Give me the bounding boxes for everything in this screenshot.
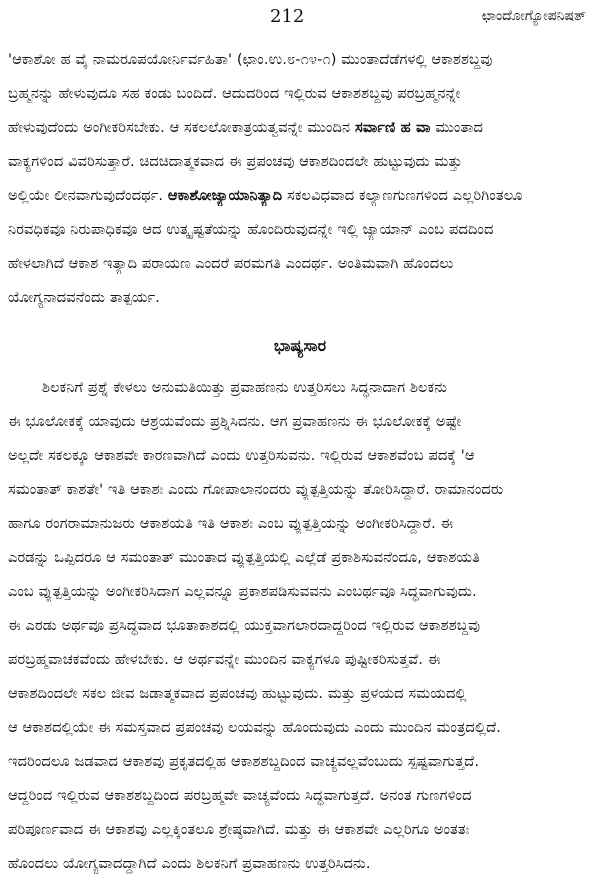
paragraph-line: ಪರಿಪೂರ್ಣವಾದ ಈ ಆಕಾಶವು ಎಲ್ಲಕ್ಕಿಂತಲೂ ಶ್ರೇಷ್ಠವಾಗಿದೆ. ಮತ್ತು ಈ ಆಕಾಶವೇ ಎಲ್ಲರಿಗೂ ಅಂತತಃ xyxy=(8,821,470,838)
paragraph-line: ಎಂಬ ವ್ಯುತ್ಪತ್ತಿಯನ್ನು ಅಂಗೀಕರಿಸಿದಾಗ ಎಲ್ಲವನ್ನೂ ಪ್ರಕಾಶಪಡಿಸುವವನು ಎಂಬರ್ಥವೂ ಸಿದ್ಧವಾಗುವುದು. xyxy=(8,583,477,600)
paragraph-line: ಅಲ್ಲದೇ ಸಕಲಕ್ಕೂ ಆಕಾಶವೇ ಕಾರಣವಾಗಿದೆ ಎಂದು ಉತ್ತರಿಸುವನು. ಇಲ್ಲಿರುವ ಆಕಾಶವೆಂಬ ಪದಕ್ಕೆ 'ಆ xyxy=(8,447,475,464)
paragraph-line: ಪರಬ್ರಹ್ಮವಾಚಕವೆಂದು ಹೇಳಬೇಕು. ಆ ಅರ್ಥವನ್ನೇ ಮುಂದಿನ ವಾಕ್ಯಗಳೂ ಪುಷ್ಟೀಕರಿಸುತ್ತವೆ. ಈ xyxy=(8,651,441,668)
paragraph-line: ಹೇಳಲಾಗಿದೆ ಆಕಾಶ ಇತ್ಯಾದಿ ಪರಾಯಣ ಎಂದರೆ ಪರಮಗತಿ ಎಂದರ್ಥ. ಅಂತಿಮವಾಗಿ ಹೊಂದಲು xyxy=(8,255,454,272)
bold-quote: ಆಕಾಶೋಜ್ಯಾಯಾನಿತ್ಯಾದಿ xyxy=(167,187,283,204)
section-heading: ಭಾಷ್ಯಸಾರ xyxy=(273,336,327,355)
paragraph-line: ಸಮಂತಾತ್ ಕಾಶತೇ' ಇತಿ ಆಕಾಶಃ ಎಂದು ಗೋಪಾಲಾನಂದರು ವ್ಯುತ್ಪತ್ತಿಯನ್ನು ತೋರಿಸಿದ್ದಾರೆ. ರಾಮಾನಂದರು xyxy=(8,481,504,498)
paragraph-line xyxy=(8,118,592,138)
paragraph-line: ಆದ್ದರಿಂದ ಇಲ್ಲಿರುವ ಆಕಾಶಶಬ್ದದಿಂದ ಪರಬ್ರಹ್ಮವೇ ವಾಚ್ಯವೆಂದು ಸಿದ್ಧವಾಗುತ್ತದೆ. ಅನಂತ ಗುಣಗಳಿಂದ xyxy=(8,787,472,804)
bold-quote: ಸರ್ವಾಣಿ ಹ ವಾ xyxy=(354,119,431,136)
paragraph-line: 'ಆಕಾಶೋ ಹ ವೈ ನಾಮರೂಪಯೋರ್ನಿರ್ವಹಿತಾ' (ಛಾಂ.ಉ.೮-೧೪-೧) ಮುಂತಾದೆಡೆಗಳಲ್ಲಿ ಆಕಾಶಶಬ್ದವು xyxy=(8,51,493,68)
paragraph-line: ಹೊಂದಲು ಯೋಗ್ಯವಾದದ್ದಾಗಿದೆ ಎಂದು ಶಿಲಕನಿಗೆ ಪ್ರವಾಹಣನು ಉತ್ತರಿಸಿದನು. xyxy=(8,855,371,872)
paragraph-line xyxy=(8,186,592,206)
paragraph-line: ಹಾಗೂ ರಂಗರಾಮಾನುಜರು ಆಕಾಶಯತಿ ಇತಿ ಆಕಾಶಃ ಎಂಬ ವ್ಯುತ್ಪತ್ತಿಯನ್ನು ಅಂಗೀಕರಿಸಿದ್ದಾರೆ. ಈ xyxy=(8,515,454,532)
text-run: ಮುಂತಾದ xyxy=(430,119,483,136)
text-run: ಅಲ್ಲಿಯೇ ಲೀನವಾಗುವುದೆಂದರ್ಥ. xyxy=(8,187,168,204)
paragraph-line: ಇದರಿಂದಲೂ ಜಡವಾದ ಆಕಾಶವು ಪ್ರಕೃತದಲ್ಲಿಹ ಆಕಾಶಶಬ್ದದಿಂದ ವಾಚ್ಯವಲ್ಲವೆಂಬುದು ಸ್ಪಷ್ಟವಾಗುತ್ತದೆ. xyxy=(8,753,480,770)
paragraph-line: ಬ್ರಹ್ಮನನ್ನು ಹೇಳುವುದೂ ಸಹ ಕಂಡು ಬಂದಿದೆ. ಆದುದರಿಂದ ಇಲ್ಲಿರುವ ಆಕಾಶಶಬ್ದವು ಪರಬ್ರಹ್ಮನನ್ನೇ xyxy=(8,85,461,102)
page-number: 212 xyxy=(270,6,305,27)
paragraph-line: ವಾಕ್ಯಗಳಿಂದ ವಿವರಿಸುತ್ತಾರೆ. ಚಿದಚಿದಾತ್ಮಕವಾದ ಈ ಪ್ರಪಂಚವು ಆಕಾಶದಿಂದಲೇ ಹುಟ್ಟುವುದು ಮತ್ತು xyxy=(8,153,463,170)
paragraph-line: ಎರಡನ್ನು ಒಪ್ಪಿದರೂ ಆ ಸಮಂತಾತ್ ಮುಂತಾದ ವ್ಯುತ್ಪತ್ತಿಯಲ್ಲಿ ಎಲ್ಲೆಡೆ ಪ್ರಕಾಶಿಸುವನೆಂದೂ, ಆಕಾಶಯತಿ xyxy=(8,549,480,566)
page-header xyxy=(0,6,600,32)
paragraph-line: ಆ ಆಕಾಶದಲ್ಲಿಯೇ ಈ ಸಮಸ್ತವಾದ ಪ್ರಪಂಚವು ಲಯವನ್ನು ಹೊಂದುವುದು ಎಂದು ಮುಂದಿನ ಮಂತ್ರದಲ್ಲಿದೆ. xyxy=(8,719,501,736)
running-title: ಛಾಂದೋಗ್ಯೋಪನಿಷತ್ xyxy=(481,8,586,24)
text-run: ಸಕಲವಿಧವಾದ ಕಲ್ಯಾಣಗುಣಗಳಿಂದ ಎಲ್ಲರಿಗಿಂತಲೂ xyxy=(282,187,523,204)
paragraph-line: ಈ ಭೂಲೋಕಕ್ಕೆ ಯಾವುದು ಆಶ್ರಯವೆಂದು ಪ್ರಶ್ನಿಸಿದನು. ಆಗ ಪ್ರವಾಹಣನು ಈ ಭೂಲೋಕಕ್ಕೆ ಅಷ್ಟೇ xyxy=(8,413,462,430)
paragraph-line: ಯೋಗ್ಯನಾದವನೆಂದು ತಾತ್ಪರ್ಯ. xyxy=(8,289,160,306)
paragraph-line: ಈ ಎರಡು ಅರ್ಥವೂ ಪ್ರಸಿದ್ಧವಾದ ಭೂತಾಕಾಶದಲ್ಲಿ ಯುಕ್ತವಾಗಲಾರದಾದ್ದರಿಂದ ಇಲ್ಲಿರುವ ಆಕಾಶಶಬ್ದವು xyxy=(8,617,481,634)
paragraph-line: ನಿರವಧಿಕವೂ ನಿರುಪಾಧಿಕವೂ ಆದ ಉತ್ಕೃಷ್ಟತೆಯನ್ನು ಹೊಂದಿರುವುದನ್ನೇ ಇಲ್ಲಿ ಜ್ಯಾಯಾನ್ ಎಂಬ ಪದದಿಂದ xyxy=(8,221,494,238)
text-run: ಹೇಳುವುದೆಂದು ಅಂಗೀಕರಿಸಬೇಕು. ಆ ಸಕಲಲೋಕಾತ್ರಯತ್ವವನ್ನೇ ಮುಂದಿನ xyxy=(8,119,355,136)
paragraph-line: ಆಕಾಶದಿಂದಲೇ ಸಕಲ ಜೀವ ಜಡಾತ್ಮಕವಾದ ಪ್ರಪಂಚವು ಹುಟ್ಟುವುದು. ಮತ್ತು ಪ್ರಳಯದ ಸಮಯದಲ್ಲಿ xyxy=(8,685,467,702)
paragraph-line: ಶಿಲಕನಿಗೆ ಪ್ರಶ್ನೆ ಕೇಳಲು ಅನುಮತಿಯಿತ್ತು ಪ್ರವಾಹಣನು ಉತ್ತರಿಸಲು ಸಿದ್ಧನಾದಾಗ ಶಿಲಕನು xyxy=(42,379,448,396)
